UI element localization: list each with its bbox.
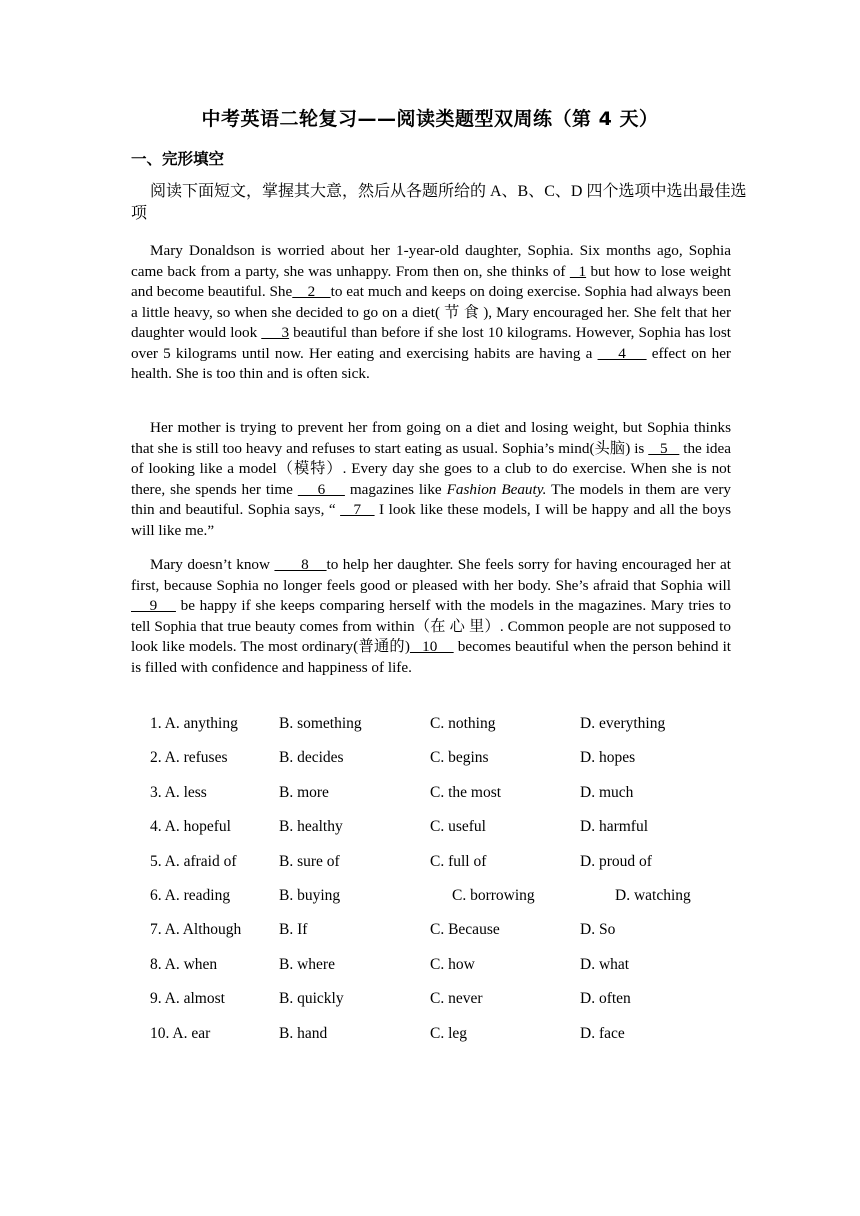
option-d: D. hopes — [580, 749, 636, 767]
passage-text: Mary doesn’t know — [150, 556, 275, 573]
option-a: 3. A. less — [150, 783, 207, 801]
option-c: C. never — [430, 990, 483, 1008]
option-b: B. hand — [279, 1024, 328, 1042]
passage-text: effect on her health. She is too thin and is often sick. — [131, 344, 731, 382]
blank-4: 4 — [597, 344, 647, 362]
blank-9: 9 — [131, 597, 176, 614]
option-b: B. buying — [279, 887, 341, 904]
option-d: D. watching — [615, 887, 691, 904]
option-b: B. where — [279, 955, 335, 973]
blank-10: 10 — [409, 638, 454, 655]
option-b: B. decides — [279, 749, 344, 767]
passage-paragraph-1 — [131, 241, 731, 385]
option-a: 9. A. almost — [150, 990, 225, 1008]
option-d: D. everything — [580, 715, 666, 732]
option-c: C. borrowing — [452, 887, 535, 904]
passage-text: the idea of looking like a model（模特）. Every day she goes to a club to do exercise. When she is not there, she spends her time — [131, 439, 731, 498]
passage-text: but how to lose weight and become beautiful. She — [131, 262, 731, 300]
passage-text: magazines like — [344, 480, 447, 498]
option-b: B. more — [279, 783, 329, 801]
option-a: 4. A. hopeful — [150, 818, 231, 836]
passage-text: to eat much and keeps on doing exercise. Sophia had always been a little heavy, so when she decided to go on a diet( 节 食 ), Mary encouraged her. She felt that her daughter would look — [131, 283, 731, 341]
passage-text: be happy if she keeps comparing herself with the models in the magazines. Mary tries to tell Sophia that true beauty comes from within（在 心 里）. Common people are not supposed to look like models. The most ordinary(普通的) — [131, 597, 731, 655]
blank-1: 1 — [569, 262, 587, 280]
option-b: B. quickly — [279, 990, 344, 1008]
blank-2: 2 — [292, 283, 331, 300]
magazine-title: Fashion Beauty. — [446, 480, 547, 498]
option-c: C. begins — [430, 749, 489, 767]
option-c: C. the most — [430, 783, 502, 801]
blank-5: 5 — [648, 439, 680, 457]
option-d: D. often — [580, 990, 631, 1008]
option-d: D. face — [580, 1024, 625, 1042]
option-c: C. Because — [430, 921, 500, 939]
passage-text: Mary Donaldson is worried about her 1-year-old daughter, Sophia. Six months ago, Sophia came back from a party, she was unhappy. From then on, she thinks of — [131, 242, 731, 280]
passage-text: beautiful than before if she lost 10 kilograms. However, Sophia has lost over 5 kilograms until now. Her eating and exercising habits are having a — [131, 324, 731, 362]
option-d: D. what — [580, 955, 630, 973]
option-a: 10. A. ear — [150, 1024, 211, 1042]
passage-text: becomes beautiful when the person behind it is filled with confidence and happiness of life. — [131, 638, 732, 676]
option-d: D. harmful — [580, 818, 649, 836]
option-a: 6. A. reading — [150, 887, 231, 904]
instruction-text: 阅读下面短文，掌握其大意，然后从各题所给的 A、B、C、D 四个选项中选出最佳选项 — [131, 183, 747, 222]
option-c: C. full of — [430, 852, 487, 870]
blank-7: 7 — [340, 501, 375, 518]
option-d: D. So — [580, 921, 616, 939]
section-heading: 一、完形填空 — [131, 150, 225, 168]
option-d: D. proud of — [580, 852, 652, 870]
option-b: B. healthy — [279, 818, 343, 836]
passage-text: Her mother is trying to prevent her from going on a diet and losing weight, but Sophia thinks that she is still too heavy and refuses to start eating as usual. Sophia’s mind(头脑) is — [131, 419, 731, 457]
option-b: B. If — [279, 921, 308, 939]
passage-paragraph-3 — [131, 555, 731, 678]
option-b: B. sure of — [279, 852, 340, 870]
option-c: C. how — [430, 955, 475, 973]
passage-text: I look like these models, I will be happy and all the boys will like me.” — [131, 501, 732, 539]
option-a: 1. A. anything — [150, 715, 238, 732]
option-a: 8. A. when — [150, 955, 218, 973]
blank-3: 3 — [261, 324, 290, 341]
option-b: B. something — [279, 715, 362, 732]
option-c: C. leg — [430, 1024, 468, 1042]
passage-paragraph-2 — [131, 418, 731, 541]
option-a: 5. A. afraid of — [150, 852, 237, 870]
passage-text: The models in them are very thin and beautiful. Sophia says, “ — [131, 480, 731, 518]
option-c: C. useful — [430, 818, 486, 836]
option-a: 2. A. refuses — [150, 749, 228, 767]
option-d: D. much — [580, 783, 634, 801]
option-a: 7. A. Although — [150, 921, 242, 939]
passage-text: to help her daughter. She feels sorry for having encouraged her at first, because Sophia no longer feels good or pleased with her body. She’s afraid that Sophia will — [131, 556, 731, 594]
blank-8: 8 — [274, 556, 327, 573]
option-c: C. nothing — [430, 715, 496, 732]
page-title: 中考英语二轮复习——阅读类题型双周练（第 4 天） — [201, 108, 659, 130]
blank-6: 6 — [297, 480, 345, 498]
